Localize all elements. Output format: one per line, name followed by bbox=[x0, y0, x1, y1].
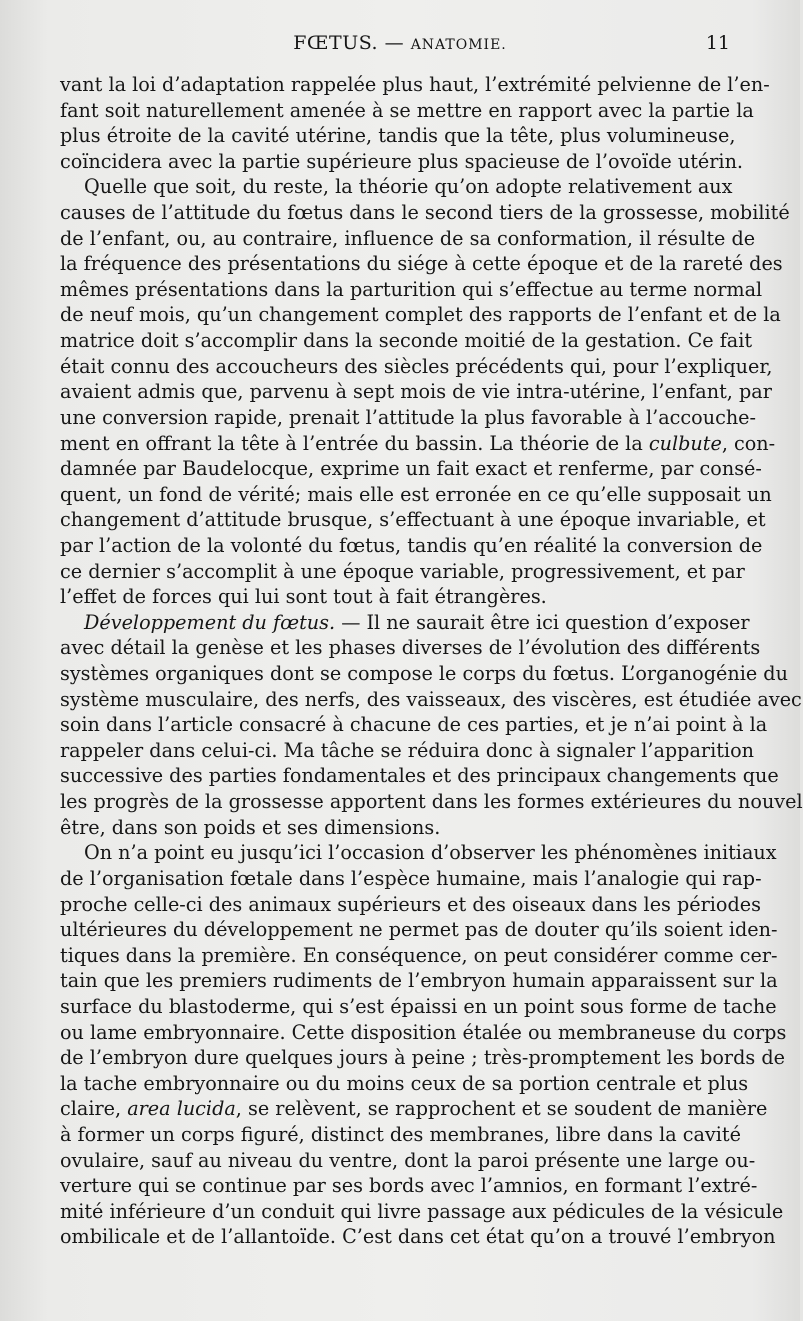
text-line bbox=[60, 1148, 756, 1174]
text-line bbox=[60, 456, 762, 482]
line-text: avec détail la genèse et les phases diverses de l’évolution des différents bbox=[60, 636, 761, 660]
line-text: Quelle que soit, du reste, la théorie qu’on adopte relativement aux bbox=[84, 175, 733, 199]
section-heading: Développement du fœtus. bbox=[84, 610, 336, 634]
text-line bbox=[60, 354, 773, 380]
text-line bbox=[60, 917, 778, 943]
line-text: de l’organisation fœtale dans l’espèce humaine, mais l’analogie qui rap- bbox=[60, 866, 762, 890]
line-text: à former un corps figuré, distinct des membranes, libre dans la cavité bbox=[60, 1122, 741, 1146]
text-line bbox=[60, 968, 778, 994]
line-text: était connu des accoucheurs des siècles précédents qui, pour l’expliquer, bbox=[60, 354, 773, 378]
line-text: l’effet de forces qui lui sont tout à fait étrangères. bbox=[60, 585, 547, 609]
line-text: damnée par Baudelocque, exprime un fait exact et renferme, par consé- bbox=[60, 457, 762, 481]
text-line bbox=[60, 431, 776, 457]
line-text: ou lame embryonnaire. Cette disposition étalée ou membraneuse du corps bbox=[60, 1020, 787, 1044]
text-line bbox=[60, 507, 766, 533]
text-line bbox=[60, 123, 736, 149]
text-line bbox=[60, 866, 762, 892]
text-line bbox=[60, 943, 778, 969]
italic-term: area lucida bbox=[127, 1097, 236, 1121]
line-text: coïncidera avec la partie supérieure plus spacieuse de l’ovoïde utérin. bbox=[60, 149, 744, 173]
text-line bbox=[60, 174, 733, 200]
text-line bbox=[60, 1199, 784, 1225]
line-text: matrice doit s’accomplir dans la seconde moitié de la gestation. Ce fait bbox=[60, 329, 753, 353]
line-text: plus étroite de la cavité utérine, tandis que la tête, plus volumineuse, bbox=[60, 124, 736, 148]
line-text: la tache embryonnaire ou du moins ceux de sa portion centrale et plus bbox=[60, 1071, 749, 1095]
body-text bbox=[60, 72, 803, 1250]
text-line bbox=[60, 72, 770, 98]
line-text: successive des parties fondamentales et des principaux changements que bbox=[60, 764, 779, 788]
line-text: avaient admis que, parvenu à sept mois de vie intra-utérine, l’enfant, par bbox=[60, 380, 772, 404]
text-line bbox=[60, 994, 777, 1020]
line-text: surface du blastoderme, qui s’est épaissi en un point sous forme de tache bbox=[60, 994, 777, 1018]
line-text: de neuf mois, qu’un changement complet des rapports de l’enfant et de la bbox=[60, 303, 781, 327]
text-line bbox=[60, 277, 763, 303]
line-text: tain que les premiers rudiments de l’embryon humain apparaissent sur la bbox=[60, 969, 778, 993]
line-text: tiques dans la première. En conséquence, on peut considérer comme cer- bbox=[60, 943, 778, 967]
text-line bbox=[60, 533, 763, 559]
line-text: ombilicale et de l’allantoïde. C’est dans cet état qu’on a trouvé l’embryon bbox=[60, 1225, 776, 1249]
title-sub: ANATOMIE. bbox=[410, 37, 507, 53]
line-text: ovulaire, sauf au niveau du ventre, dont la paroi présente une large ou- bbox=[60, 1148, 756, 1172]
text-line bbox=[60, 635, 761, 661]
text-line bbox=[60, 610, 750, 636]
line-text: On n’a point eu jusqu’ici l’occasion d’observer les phénomènes initiaux bbox=[84, 841, 777, 865]
line-text: ultérieures du développement ne permet pas de douter qu’ils soient iden- bbox=[60, 918, 778, 942]
text-line bbox=[60, 1071, 749, 1097]
line-text: verture qui se continue par ses bords avec l’amnios, en formant l’extré- bbox=[60, 1174, 758, 1198]
text-line bbox=[60, 200, 790, 226]
line-text: fant soit naturellement amenée à se mettre en rapport avec la partie la bbox=[60, 98, 754, 122]
text-line bbox=[60, 815, 726, 841]
text-line bbox=[60, 789, 803, 815]
text-line bbox=[60, 379, 772, 405]
line-text: soin dans l’article consacré à chacune de ces parties, et je n’ai point à la bbox=[60, 713, 768, 737]
text-line bbox=[60, 738, 754, 764]
text-line bbox=[60, 1096, 768, 1122]
title-separator: — bbox=[378, 32, 411, 54]
text-line bbox=[60, 405, 757, 431]
text-line bbox=[60, 763, 779, 789]
italic-term: culbute bbox=[648, 431, 722, 455]
running-title bbox=[0, 32, 800, 54]
text-line bbox=[60, 584, 726, 610]
page-number: 11 bbox=[705, 32, 730, 54]
line-text: proche celle-ci des animaux supérieurs et des oiseaux dans les périodes bbox=[60, 892, 761, 916]
line-text: la fréquence des présentations du siége à cette époque et de la rareté des bbox=[60, 252, 783, 276]
text-line bbox=[60, 840, 777, 866]
title-main: FŒTUS. bbox=[293, 32, 379, 54]
line-text: changement d’attitude brusque, s’effectuant à une époque invariable, et bbox=[60, 508, 766, 532]
line-text: claire, bbox=[60, 1097, 128, 1121]
line-text: causes de l’attitude du fœtus dans le second tiers de la grossesse, mobilité bbox=[60, 201, 790, 225]
text-line bbox=[60, 1224, 776, 1250]
line-text: — Il ne saurait être ici question d’exposer bbox=[335, 610, 750, 634]
line-text: mêmes présentations dans la parturition qui s’effectue au terme normal bbox=[60, 277, 763, 301]
text-line bbox=[60, 1020, 787, 1046]
line-text: par l’action de la volonté du fœtus, tandis qu’en réalité la conversion de bbox=[60, 533, 763, 557]
line-text: quent, un fond de vérité; mais elle est erronée en ce qu’elle supposait un bbox=[60, 482, 772, 506]
text-line bbox=[60, 98, 754, 124]
text-line bbox=[60, 1045, 785, 1071]
text-line bbox=[60, 482, 772, 508]
line-text: , con- bbox=[721, 431, 776, 455]
text-line bbox=[60, 226, 756, 252]
text-line bbox=[60, 712, 768, 738]
text-line bbox=[60, 559, 745, 585]
line-text: vant la loi d’adaptation rappelée plus haut, l’extrémité pelvienne de l’en- bbox=[60, 73, 770, 96]
text-line bbox=[60, 149, 744, 175]
line-text: une conversion rapide, prenait l’attitude la plus favorable à l’accouche- bbox=[60, 405, 757, 429]
line-text: de l’embryon dure quelques jours à peine ; très-promptement les bords de bbox=[60, 1046, 785, 1070]
line-text: être, dans son poids et ses dimensions. bbox=[60, 815, 441, 839]
line-text: mité inférieure d’un conduit qui livre passage aux pédicules de la vésicule bbox=[60, 1199, 784, 1223]
line-text: système musculaire, des nerfs, des vaisseaux, des viscères, est étudiée avec bbox=[60, 687, 802, 711]
text-line bbox=[60, 687, 802, 713]
line-text: de l’enfant, ou, au contraire, influence de sa conformation, il résulte de bbox=[60, 226, 756, 250]
text-line bbox=[60, 302, 781, 328]
line-text: les progrès de la grossesse apportent dans les formes extérieures du nouvel bbox=[60, 790, 803, 814]
text-line bbox=[60, 328, 753, 354]
line-text: systèmes organiques dont se compose le corps du fœtus. L’organogénie du bbox=[60, 662, 788, 686]
text-line bbox=[60, 1173, 758, 1199]
text-line bbox=[60, 661, 788, 687]
text-line bbox=[60, 1122, 741, 1148]
line-text: ce dernier s’accomplit à une époque variable, progressivement, et par bbox=[60, 559, 745, 583]
line-text: rappeler dans celui-ci. Ma tâche se réduira donc à signaler l’apparition bbox=[60, 738, 754, 762]
line-text: ment en offrant la tête à l’entrée du bassin. La théorie de la bbox=[60, 431, 649, 455]
text-line bbox=[60, 892, 761, 918]
running-header bbox=[0, 32, 800, 62]
text-line bbox=[60, 251, 783, 277]
line-text: , se relèvent, se rapprochent et se soudent de manière bbox=[235, 1097, 768, 1121]
